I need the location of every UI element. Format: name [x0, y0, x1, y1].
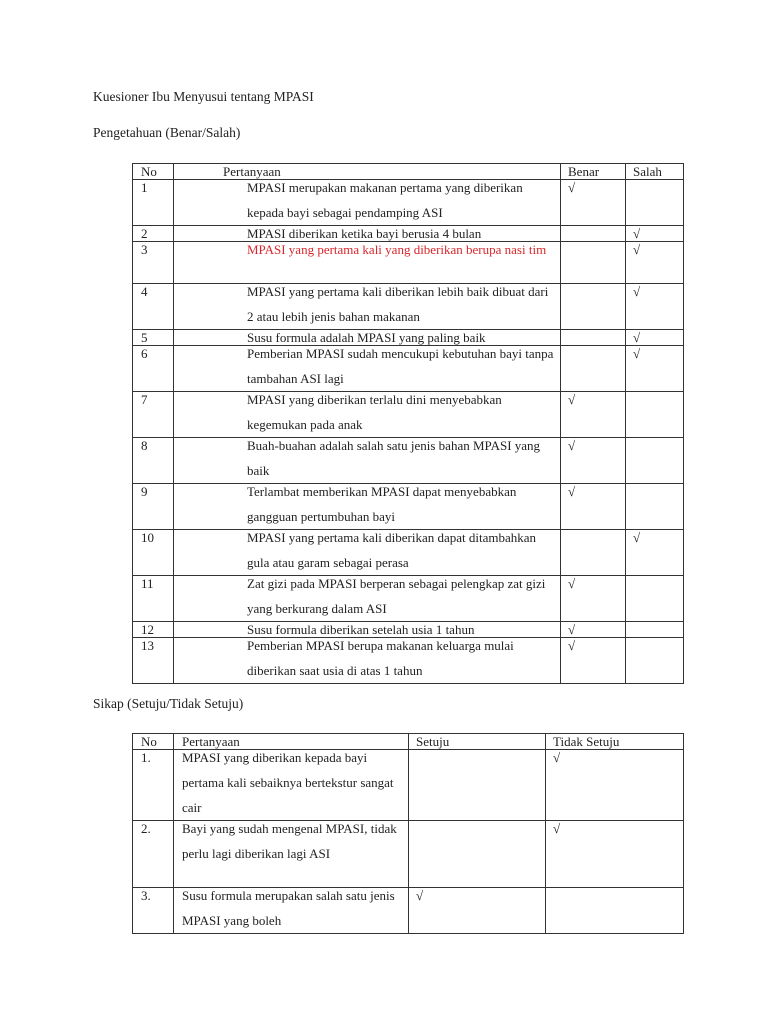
question-text: Susu formula adalah MPASI yang paling baik: [174, 330, 561, 346]
question-label: Buah-buahan adalah salah satu jenis bahan MPASI yang baik: [247, 438, 541, 478]
question-text: [174, 242, 561, 284]
table-row: [133, 484, 684, 530]
setuju-cell[interactable]: [409, 821, 546, 888]
sikap-table: [132, 733, 684, 934]
question-label: Susu formula merupakan salah satu jenis MPASI yang boleh: [182, 888, 395, 928]
benar-cell[interactable]: √: [561, 622, 626, 638]
table-row: [133, 392, 684, 438]
question-text: [174, 638, 561, 684]
question-label: MPASI yang diberikan terlalu dini menyebabkan kegemukan pada anak: [247, 392, 502, 432]
salah-cell[interactable]: √: [626, 530, 684, 576]
row-number: 12: [133, 622, 174, 638]
benar-cell[interactable]: √: [561, 638, 626, 684]
question-label: MPASI merupakan makanan pertama yang diberikan kepada bayi sebagai pendamping ASI: [247, 180, 523, 220]
row-number: 11: [133, 576, 174, 622]
table-row: [133, 888, 684, 934]
header-no: No: [133, 734, 174, 750]
question-text: [174, 180, 561, 226]
salah-cell[interactable]: [626, 622, 684, 638]
question-label: MPASI yang pertama kali yang diberikan berupa nasi tim: [247, 242, 547, 257]
salah-cell[interactable]: √: [626, 242, 684, 284]
question-text: [174, 346, 561, 392]
row-number: 1: [133, 180, 174, 226]
question-label: Terlambat memberikan MPASI dapat menyebabkan gangguan pertumbuhan bayi: [247, 484, 517, 524]
benar-cell[interactable]: [561, 330, 626, 346]
row-number: 7: [133, 392, 174, 438]
question-text: [174, 484, 561, 530]
question-text: [174, 576, 561, 622]
salah-cell[interactable]: √: [626, 330, 684, 346]
row-number: 1.: [133, 750, 174, 821]
benar-cell[interactable]: √: [561, 484, 626, 530]
header-setuju: Setuju: [409, 734, 546, 750]
benar-cell[interactable]: [561, 530, 626, 576]
question-label: MPASI yang pertama kali diberikan dapat ditambahkan gula atau garam sebagai perasa: [247, 530, 537, 570]
table-row: [133, 242, 684, 284]
pengetahuan-table: [132, 163, 684, 684]
benar-cell[interactable]: √: [561, 576, 626, 622]
table-row: [133, 226, 684, 242]
salah-cell[interactable]: [626, 180, 684, 226]
row-number: 3.: [133, 888, 174, 934]
row-number: 6: [133, 346, 174, 392]
tidak-setuju-cell[interactable]: √: [546, 821, 684, 888]
question-text: [174, 750, 409, 821]
table-row: [133, 821, 684, 888]
question-text: [174, 821, 409, 888]
salah-cell[interactable]: √: [626, 346, 684, 392]
header-pertanyaan: Pertanyaan: [174, 734, 409, 750]
document-title: Kuesioner Ibu Menyusui tentang MPASI: [93, 89, 314, 104]
table-row: [133, 638, 684, 684]
salah-cell[interactable]: [626, 392, 684, 438]
question-label: MPASI yang diberikan kepada bayi pertama kali sebaiknya bertekstur sangat cair: [182, 750, 394, 815]
section-heading-pengetahuan: Pengetahuan (Benar/Salah): [93, 125, 241, 140]
row-number: 4: [133, 284, 174, 330]
tidak-setuju-cell[interactable]: [546, 888, 684, 934]
row-number: 2: [133, 226, 174, 242]
salah-cell[interactable]: [626, 438, 684, 484]
row-number: 8: [133, 438, 174, 484]
section-heading-sikap: Sikap (Setuju/Tidak Setuju): [93, 696, 244, 711]
question-label: Bayi yang sudah mengenal MPASI, tidak perlu lagi diberikan lagi ASI: [182, 821, 397, 861]
salah-cell[interactable]: [626, 484, 684, 530]
salah-cell[interactable]: [626, 576, 684, 622]
header-no: No: [133, 164, 174, 180]
row-number: 10: [133, 530, 174, 576]
row-number: 3: [133, 242, 174, 284]
row-number: 2.: [133, 821, 174, 888]
benar-cell[interactable]: [561, 284, 626, 330]
row-number: 9: [133, 484, 174, 530]
benar-cell[interactable]: √: [561, 180, 626, 226]
table-row: [133, 530, 684, 576]
salah-cell[interactable]: [626, 638, 684, 684]
header-tidak-setuju: Tidak Setuju: [546, 734, 684, 750]
question-label: Pemberian MPASI sudah mencukupi kebutuhan bayi tanpa tambahan ASI lagi: [247, 346, 554, 386]
table-row: [133, 180, 684, 226]
table-row: [133, 438, 684, 484]
table-header-row: [133, 734, 684, 750]
benar-cell[interactable]: [561, 242, 626, 284]
question-text: Susu formula diberikan setelah usia 1 tahun: [174, 622, 561, 638]
benar-cell[interactable]: [561, 346, 626, 392]
setuju-cell[interactable]: [409, 750, 546, 821]
question-label: Pemberian MPASI berupa makanan keluarga mulai diberikan saat usia di atas 1 tahun: [247, 638, 514, 678]
question-text: [174, 284, 561, 330]
header-salah: Salah: [626, 164, 684, 180]
benar-cell[interactable]: √: [561, 392, 626, 438]
benar-cell[interactable]: √: [561, 438, 626, 484]
question-text: [174, 392, 561, 438]
question-text: [174, 438, 561, 484]
question-label: MPASI yang pertama kali diberikan lebih baik dibuat dari 2 atau lebih jenis bahan makanan: [247, 284, 549, 324]
table-row: [133, 622, 684, 638]
header-pertanyaan: Pertanyaan: [174, 164, 561, 180]
table-row: [133, 346, 684, 392]
question-label: Zat gizi pada MPASI berperan sebagai pelengkap zat gizi yang berkurang dalam ASI: [247, 576, 546, 616]
benar-cell[interactable]: [561, 226, 626, 242]
table-row: [133, 284, 684, 330]
question-text: [174, 530, 561, 576]
setuju-cell[interactable]: √: [409, 888, 546, 934]
salah-cell[interactable]: √: [626, 226, 684, 242]
table-row: [133, 576, 684, 622]
tidak-setuju-cell[interactable]: √: [546, 750, 684, 821]
row-number: 13: [133, 638, 174, 684]
question-text: [174, 888, 409, 934]
question-text: MPASI diberikan ketika bayi berusia 4 bulan: [174, 226, 561, 242]
table-row: [133, 330, 684, 346]
row-number: 5: [133, 330, 174, 346]
header-benar: Benar: [561, 164, 626, 180]
table-header-row: [133, 164, 684, 180]
salah-cell[interactable]: √: [626, 284, 684, 330]
table-row: [133, 750, 684, 821]
